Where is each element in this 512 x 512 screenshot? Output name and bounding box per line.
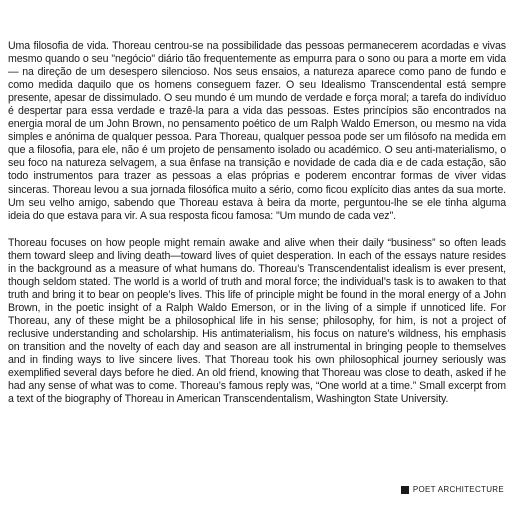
footer-brand: [401, 485, 504, 494]
paragraph-portuguese: Uma filosofia de vida. Thoreau centrou-se na possibilidade das pessoas permanecerem acordadas e vivas mesmo quando o seu "negócio" diário tão frequentemente as empurra para o sono ou para a morte em vida — na direção de um desespero silencioso. Nos seus ensaios, a natureza aparece como pano de fundo e como medida daquilo que os homens conseguem fazer. O seu Idealismo Transcendental está sempre presente, apesar de dissimulado. O seu mundo é um mundo de verdade e força moral; a tarefa do indivíduo é despertar para essa verdade e trazê-la para a vida das pessoas. Estes princípios são encontrados na energia moral de um John Brown, no pensamento poético de um Ralph Waldo Emerson, ou mesmo na vida simples e anónima de qualquer pessoa. Para Thoreau, qualquer pessoa pode ser um filósofo na medida em que a filosofia, para ele, não é um projeto de pensamento isolado ou académico. O seu anti-materialismo, o seu foco na natureza selvagem, a sua ênfase na transição e novidade de cada dia e de cada estação, são todo instrumentos para trazer as pessoas a elas próprias e poderem encontrar formas de viver vidas sinceras. Thoreau levou a sua jornada filosófica muito a sério, como ficou explícito dias antes da sua morte. Um seu velho amigo, sabendo que Thoreau estava à beira da morte, perguntou-lhe se ele tinha alguma ideia do que estava para vir. A sua resposta ficou famosa: "Um mundo de cada vez".: [8, 40, 506, 222]
black-square-icon: [401, 486, 409, 494]
paragraph-english: Thoreau focuses on how people might remain awake and alive when their daily “business” so often leads them toward sleep and living death—toward lives of quiet desperation. In each of the essays nature resides in the background as a measure of what humans do. Thoreau’s Transcendentalist idealism is ever present, though seldom stated. The world is a world of truth and moral force; the individual’s task is to awaken to that truth and bring it to bear on people’s lives. This life of principle might be found in the moral energy of a John Brown, in the poetic insight of a Ralph Waldo Emerson, or in the living of a simple if unnoticed life. For Thoreau, any of these might be a philosophical life in his sense; philosophy, for him, is not a project of reclusive understanding and scholarship. His antimaterialism, his focus on nature’s wildness, his emphasis on transition and the novelty of each day and season are all instrumental in bringing people to themselves and in finding ways to live sincere lives. That Thoreau took his own philosophical journey seriously was exemplified several days before he died. An old friend, knowing that Thoreau was close to death, asked if he had any sense of what was to come. Thoreau’s famous reply was, “One world at a time.” Small excerpt from a text of the biography of Thoreau in American Transcendentalism, Washington State University.: [8, 236, 506, 406]
document-body: [8, 40, 506, 406]
footer-label: POET ARCHITECTURE: [412, 485, 504, 494]
